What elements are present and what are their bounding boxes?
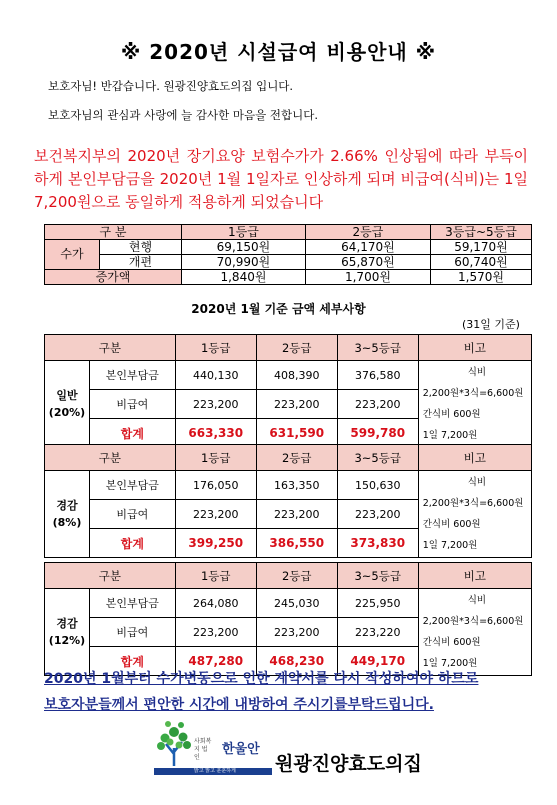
noncovered-grade3-5: 223,200: [337, 500, 418, 529]
detail-header-remark: 비고: [418, 445, 531, 471]
remark-cell: [418, 471, 531, 558]
noncovered-grade3-5: 223,220: [337, 618, 418, 647]
fee-header-grade2: 2등급: [305, 225, 430, 240]
remark-daily: 1일 7,200원: [422, 430, 478, 441]
copay-label: 본인부담금: [90, 361, 176, 390]
copay-grade1: 440,130: [175, 361, 256, 390]
detail-header-grade2: 2등급: [256, 563, 337, 589]
remark-snack: 간식비 600원: [422, 519, 481, 530]
detail-header-grade1: 1등급: [175, 445, 256, 471]
detail-header-category: 구분: [45, 445, 176, 471]
fee-current-grade1: 69,150원: [181, 240, 305, 255]
organization-name: 원광진양효도의집: [275, 753, 422, 775]
group-label: [45, 361, 90, 448]
noncovered-grade1: 223,200: [175, 618, 256, 647]
noncovered-grade1: 223,200: [175, 500, 256, 529]
noncovered-grade2: 223,200: [256, 618, 337, 647]
remark-meal: 식비: [467, 477, 487, 488]
noncovered-grade1: 223,200: [175, 390, 256, 419]
total-label: 합계: [90, 419, 176, 448]
noncovered-grade2: 223,200: [256, 390, 337, 419]
fee-header-category: 구 분: [45, 225, 182, 240]
detail-header-grade2: 2등급: [256, 335, 337, 361]
group-name: 경감: [56, 499, 78, 512]
detail-table-reduced-8: [44, 444, 532, 558]
remark-meal-detail: 2,200원*3식=6,600원: [422, 498, 524, 509]
group-rate: (8%): [52, 516, 82, 529]
footer-line-1: 2020년 1월부터 수가변동으로 인한 계약서를 다시 작성하여야 하므로: [44, 671, 479, 687]
total-label: 합계: [90, 647, 176, 676]
fee-current-grade2: 64,170원: [305, 240, 430, 255]
fee-increase-grade1: 1,840원: [181, 270, 305, 285]
group-rate: (12%): [48, 634, 86, 647]
noncovered-grade3-5: 223,200: [337, 390, 418, 419]
total-grade2: 631,590: [256, 419, 337, 448]
detail-header-grade3-5: 3~5등급: [337, 445, 418, 471]
copay-grade3-5: 225,950: [337, 589, 418, 618]
fee-increase-grade2: 1,700원: [305, 270, 430, 285]
detail-header-remark: 비고: [418, 563, 531, 589]
copay-grade2: 245,030: [256, 589, 337, 618]
fee-header-grade1: 1등급: [181, 225, 305, 240]
fee-current-grade3-5: 59,170원: [430, 240, 531, 255]
remark-cell: [418, 589, 531, 676]
remark-meal-detail: 2,200원*3식=6,600원: [422, 616, 524, 627]
fee-revised-label: 개편: [100, 255, 182, 270]
copay-grade3-5: 150,630: [337, 471, 418, 500]
copay-grade1: 264,080: [175, 589, 256, 618]
remark-snack: 간식비 600원: [422, 637, 481, 648]
noncovered-grade2: 223,200: [256, 500, 337, 529]
document-title: ※ 2020년 시설급여 비용안내 ※: [120, 40, 437, 64]
copay-label: 본인부담금: [90, 589, 176, 618]
greeting-line-1: 보호자님! 반갑습니다. 원광진양효도의집 입니다.: [48, 79, 294, 93]
total-label: 합계: [90, 529, 176, 558]
copay-grade3-5: 376,580: [337, 361, 418, 390]
fee-revised-grade2: 65,870원: [305, 255, 430, 270]
remark-cell: [418, 361, 531, 448]
fee-current-label: 현행: [100, 240, 182, 255]
remark-daily: 1일 7,200원: [422, 658, 478, 669]
fee-row-label: 수가: [45, 240, 100, 270]
remark-snack: 간식비 600원: [422, 409, 481, 420]
detail-header-grade3-5: 3~5등급: [337, 563, 418, 589]
detail-header-grade1: 1등급: [175, 563, 256, 589]
fee-header-grade3-5: 3등급~5등급: [430, 225, 531, 240]
noncovered-label: 비급여: [90, 390, 176, 419]
detail-header-grade3-5: 3~5등급: [337, 335, 418, 361]
fee-revised-grade1: 70,990원: [181, 255, 305, 270]
detail-header-remark: 비고: [418, 335, 531, 361]
price-notice: 보건복지부의 2020년 장기요양 보험수가가 2.66% 인상됨에 따라 부득이 하게 본인부담금을 2020년 1월 1일자로 인상하게 되며 비급여(식비)는 1일 7,200원으로 동일하게 적용하게 되었습니다: [34, 147, 528, 211]
logo-name: 한울안: [222, 742, 260, 757]
organization-logo: [154, 718, 274, 776]
group-label: [45, 589, 90, 676]
total-grade1: 663,330: [175, 419, 256, 448]
detail-header-grade2: 2등급: [256, 445, 337, 471]
remark-meal: 식비: [467, 595, 487, 606]
detail-header-grade1: 1등급: [175, 335, 256, 361]
detail-title: 2020년 1월 기준 금액 세부사항: [191, 302, 366, 316]
fee-revised-grade3-5: 60,740원: [430, 255, 531, 270]
remark-meal: 식비: [467, 367, 487, 378]
total-grade3-5: 599,780: [337, 419, 418, 448]
fee-increase-label: 증가액: [45, 270, 182, 285]
detail-basis: (31일 기준): [462, 318, 520, 331]
detail-table-reduced-12: [44, 562, 532, 676]
total-grade2: 386,550: [256, 529, 337, 558]
fee-increase-grade3-5: 1,570원: [430, 270, 531, 285]
copay-grade1: 176,050: [175, 471, 256, 500]
group-name: 경감: [56, 617, 78, 630]
group-rate: (20%): [48, 406, 86, 419]
greeting-line-2: 보호자님의 관심과 사랑에 늘 감사한 마음을 전합니다.: [48, 108, 318, 122]
noncovered-label: 비급여: [90, 500, 176, 529]
fee-table: [44, 224, 532, 285]
total-grade1: 399,250: [175, 529, 256, 558]
noncovered-label: 비급여: [90, 618, 176, 647]
copay-label: 본인부담금: [90, 471, 176, 500]
footer-line-2: 보호자분들께서 편안한 시간에 내방하여 주시기를부탁드립니다.: [44, 697, 434, 713]
remark-meal-detail: 2,200원*3식=6,600원: [422, 388, 524, 399]
total-grade2: 468,230: [256, 647, 337, 676]
total-grade1: 487,280: [175, 647, 256, 676]
remark-daily: 1일 7,200원: [422, 540, 478, 551]
group-label: [45, 471, 90, 558]
logo-small-text: 사회복지 법 인: [194, 738, 212, 761]
copay-grade2: 163,350: [256, 471, 337, 500]
detail-table-general: [44, 334, 532, 448]
total-grade3-5: 449,170: [337, 647, 418, 676]
detail-header-category: 구분: [45, 563, 176, 589]
total-grade3-5: 373,830: [337, 529, 418, 558]
logo-tagline: 밝고 맑고 훈훈하게: [194, 768, 236, 774]
detail-header-category: 구분: [45, 335, 176, 361]
copay-grade2: 408,390: [256, 361, 337, 390]
group-name: 일반: [56, 389, 78, 402]
